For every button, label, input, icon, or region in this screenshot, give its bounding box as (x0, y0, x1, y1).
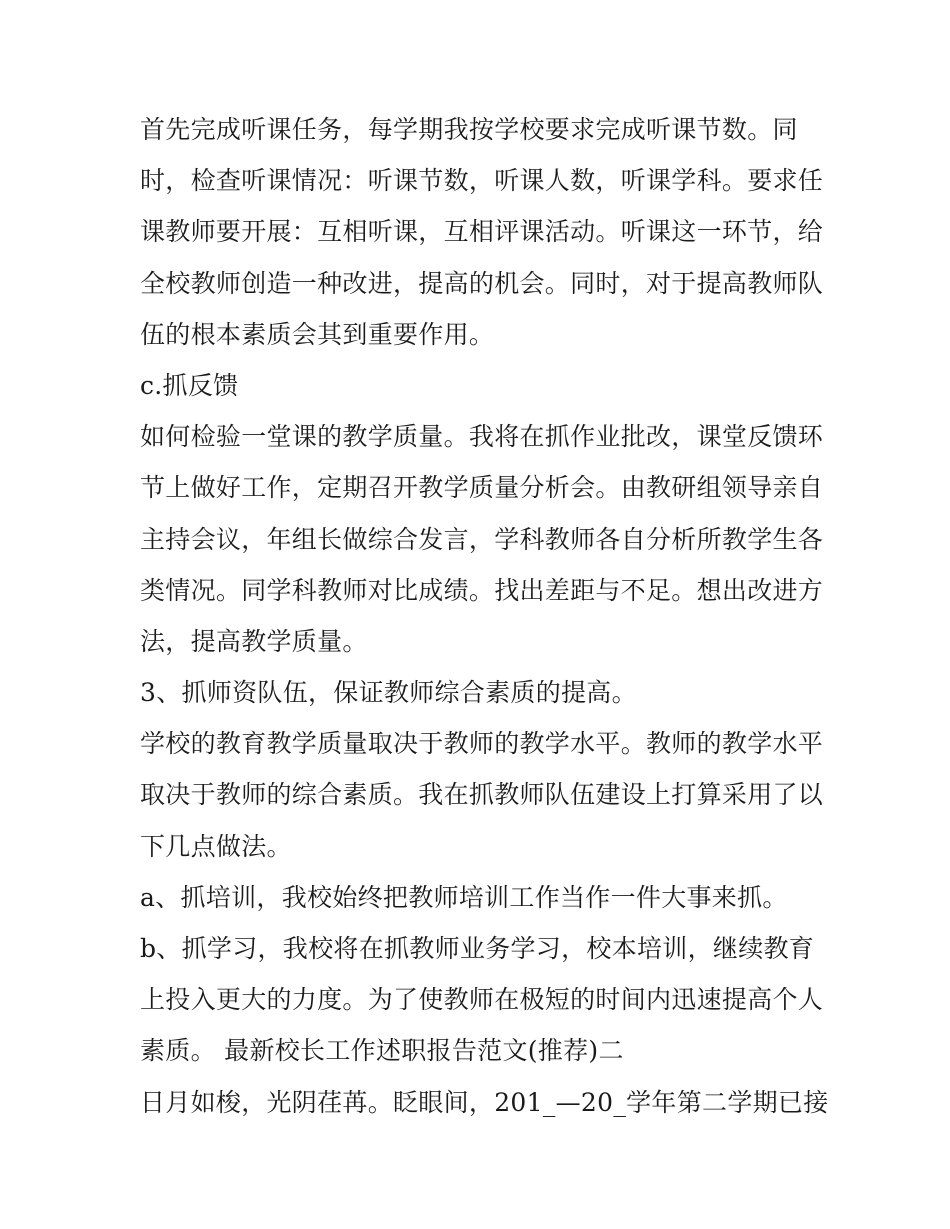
text-line: a、抓培训，我校始终把教师培训工作当作一件大事来抓。 (140, 882, 788, 912)
text-line: 类情况。同学科教师对比成绩。找出差距与不足。想出改进方 (140, 575, 824, 605)
text-line: 时，检查听课情况：听课节数，听课人数，听课学科。要求任 (140, 166, 824, 196)
text-line: 下几点做法。 (140, 831, 292, 861)
text-line: 上投入更大的力度。为了使教师在极短的时间内迅速提高个人 (140, 985, 824, 1015)
text-line: 节上做好工作，定期召开教学质量分析会。由教研组领导亲自 (140, 473, 824, 503)
text-line: 主持会议，年组长做综合发言，学科教师各自分析所教学生各 (140, 524, 824, 554)
text-line: 伍的根本素质会其到重要作用。 (140, 319, 495, 349)
text-line: 取决于教师的综合素质。我在抓教师队伍建设上打算采用了以 (140, 780, 824, 810)
document-body (140, 104, 829, 1128)
text-line: b、抓学习，我校将在抓教师业务学习，校本培训，继续教育 (140, 934, 815, 963)
text-line: 首先完成听课任务，每学期我按学校要求完成听课节数。同 (140, 115, 798, 144)
text-line: 素质。 最新校长工作述职报告范文(推荐)二 (140, 1036, 624, 1066)
section-heading: c.抓反馈 (140, 370, 239, 400)
text-line: 如何检验一堂课的教学质量。我将在抓作业批改，课堂反馈环 (140, 422, 824, 452)
text-line: 课教师要开展：互相听课，互相评课活动。听课这一环节，给 (140, 217, 824, 247)
text-line: 学校的教育教学质量取决于教师的教学水平。教师的教学水平 (140, 729, 824, 759)
text-line: 日月如梭，光阴荏苒。眨眼间，201_—20_学年第二学期已接 (140, 1087, 829, 1117)
text-line: 全校教师创造一种改进，提高的机会。同时，对于提高教师队 (140, 268, 824, 298)
section-heading: 3、抓师资队伍，保证教师综合素质的提高。 (140, 678, 637, 708)
text-line: 法，提高教学质量。 (140, 626, 368, 656)
